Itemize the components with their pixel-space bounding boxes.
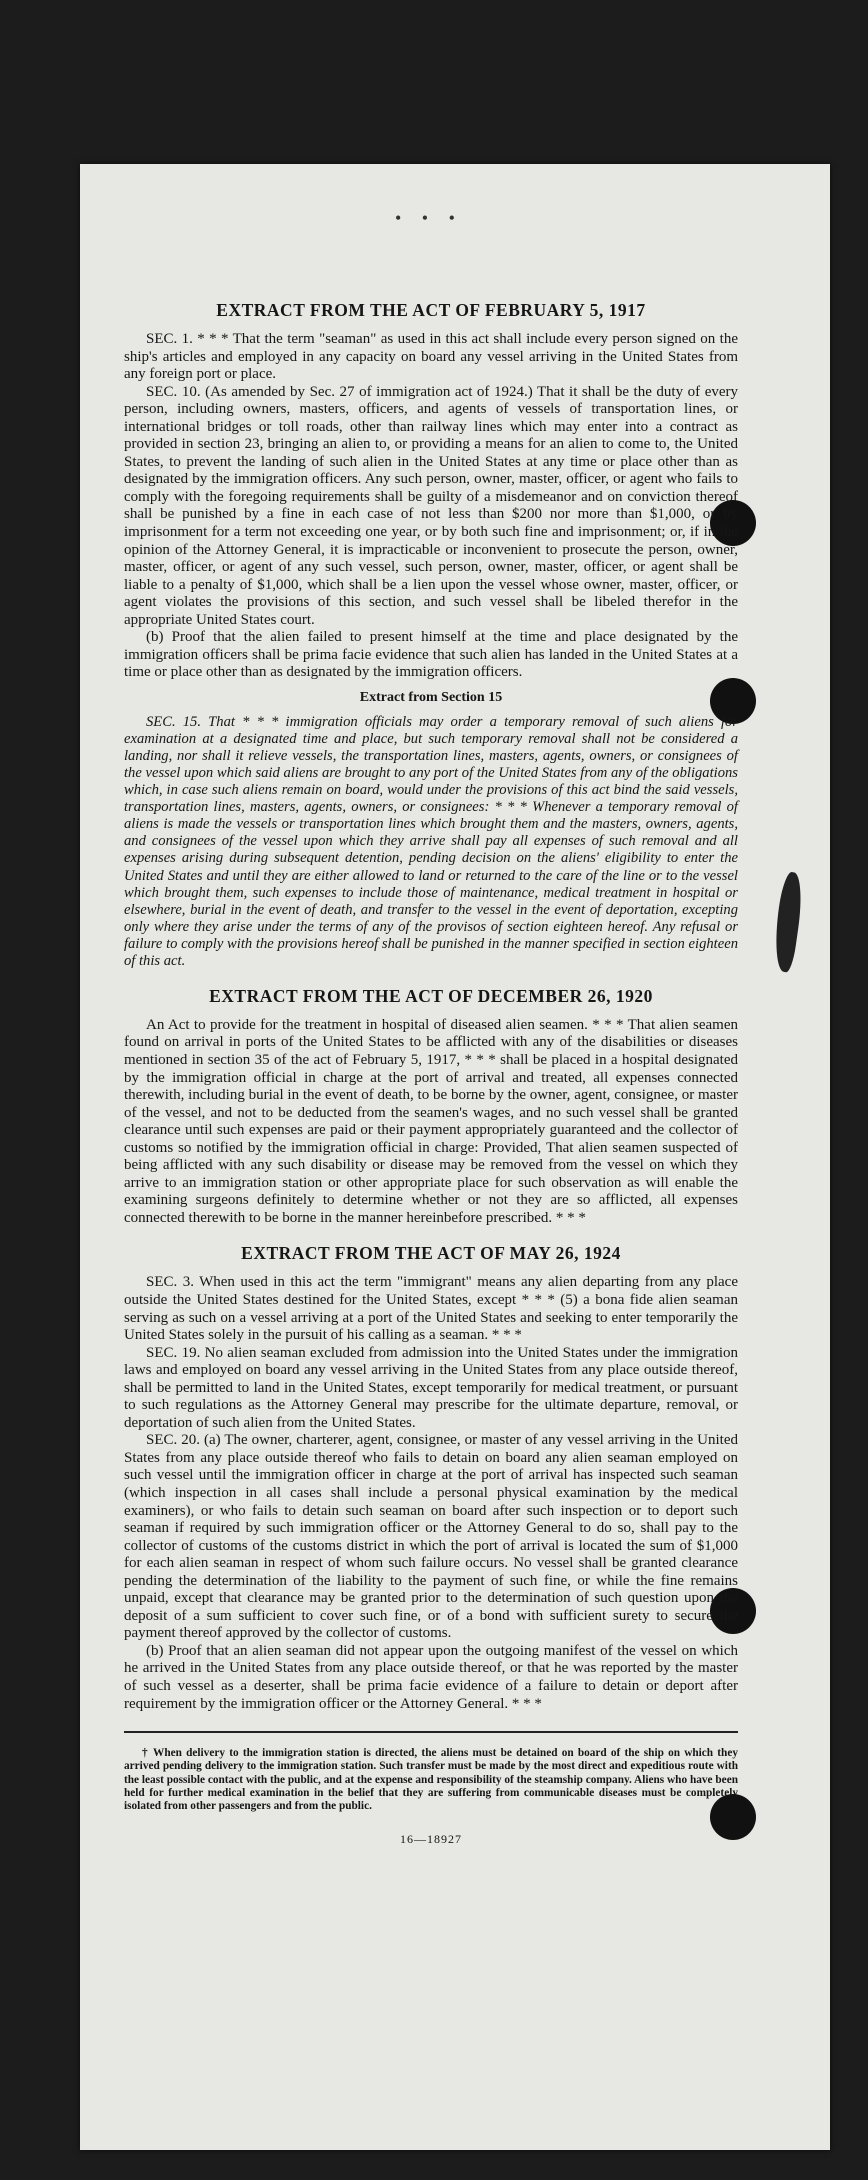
section-3: SEC. 3. When used in this act the term "immigrant" means any alien departing from any place outside the United States destined for the United States, except * * * (5) a bona fide alien seaman serving as such on a vessel arriving at a port of the United States and seeking to enter temporarily the United States solely in the pursuit of his calling as a seaman. * * *: [124, 1274, 738, 1344]
form-number: 16—18927: [400, 1831, 462, 1846]
footnote-divider: [124, 1731, 738, 1733]
section-20: SEC. 20. (a) The owner, charterer, agent, consignee, or master of any vessel arriving in the United States from any place outside thereof who fails to detain on board any alien seaman employed on such vessel until the immigration officer in charge at the port of arrival has inspected such seaman (which inspection in all cases shall include a personal physical examination by the medical examiners), or who fails to detain such seaman on board after such inspection or to deport such seaman if required by such immigration officer or the Attorney General to do so, shall pay to the collector of customs of the customs district in which the port of arrival is located the sum of $1,000 for each alien seaman in respect of whom such failure occurs. No vessel shall be granted clearance pending the determination of the liability to the payment of such fine, or while the fine remains unpaid, except that clearance may be granted prior to the determination of such question upon the deposit of a sum sufficient to cover such fine, or of a bond with sufficient surety to secure the payment thereof approved by the collector of customs.: [124, 1432, 738, 1642]
heading-section-15: Extract from Section 15: [359, 689, 503, 705]
heading-act-1924: EXTRACT FROM THE ACT OF MAY 26, 1924: [241, 1243, 621, 1264]
document-body: [124, 300, 738, 1847]
section-10b: (b) Proof that the alien failed to present himself at the time and place designated by the immigration officers shall be prima facie evidence that such alien has landed in the United States at a time or place other than as designated by the immigration officers.: [124, 629, 738, 681]
act-1920-text: An Act to provide for the treatment in hospital of diseased alien seamen. * * * That alien seamen found on arrival in ports of the United States to be afflicted with any of the disabilities or diseases mentioned in section 35 of the act of February 5, 1917, * * * shall be placed in a hospital designated by the immigration official in charge at the port of arrival and treated, all expenses connected therewith, including burial in the event of death, to be borne by the owner, agent, consignee, or master of the vessel, and not to be deducted from the seamen's wages, and no such vessel shall be granted clearance until such expenses are paid or their payment appropriately guaranteed and the collector of customs so notified by the immigration official in charge: Provided, That alien seamen suspected of being afflicted with any such disability or disease may be removed from the vessel on which they arrive to an immigration station or other appropriate place for such observation as will enable the examining surgeons definitely to determine whether or not they are so afflicted, all expenses connected therewith to be borne in the manner hereinbefore prescribed. * * *: [124, 1016, 738, 1226]
section-20b: (b) Proof that an alien seaman did not appear upon the outgoing manifest of the vessel on which he arrived in the United States from any place outside thereof, or that he was reported by the master of such vessel as a deserter, shall be prima facie evidence of a failure to detain or deport after requirement by the immigration officer or the Attorney General. * * *: [124, 1642, 738, 1712]
heading-act-1917: EXTRACT FROM THE ACT OF FEBRUARY 5, 1917: [216, 300, 646, 320]
section-19: SEC. 19. No alien seaman excluded from admission into the United States under the immigration laws and employed on board any vessel arriving in the United States from any place outside thereof, shall be permitted to land in the United States, except temporarily for medical treatment, or pursuant to such regulations as the Attorney General may prescribe for the ultimate departure, removal, or deportation of such alien from the United States.: [124, 1344, 738, 1431]
section-15: SEC. 15. That * * * immigration officials may order a temporary removal of such aliens for examination at a designated time and place, but such temporary removal shall not be considered a landing, nor shall it relieve vessels, the transportation lines, masters, agents, owners, or consignees of the vessel upon which said aliens are brought to any port of the United States from any of the obligations which, in case such aliens remain on board, would under the provisions of this act bind the said vessels, transportation lines, masters, agents, owners, or consignees: * * * Whenever a temporary removal of aliens is made the vessels or transportation lines which brought them and the masters, owners, agents, and consignees of the vessel upon which they arrive shall pay all expenses of such removal and all expenses arising during subsequent detention, pending decision on the aliens' eligibility to enter the United States and until they are either allowed to land or returned to the care of the line or to the vessel which brought them, such expenses to include those of maintenance, medical treatment in hospital or elsewhere, burial in the event of death, and transfer to the vessel in the event of deportation, excepting only where they arise under the terms of any of the provisos of section eighteen hereof. Any refusal or failure to comply with the provisions hereof shall be punished in the manner specified in section eighteen of this act.: [124, 713, 738, 969]
footnote: † When delivery to the immigration station is directed, the aliens must be detained on board of the ship on which they arrived pending delivery to the immigration station. Such transfer must be made by the most direct and expeditious route with the least possible contact with the public, and at the expense and responsibility of the steamship company. Aliens who have been held for further medical examination in the belief that they are suffering from communicable diseases must be completely isolated from other passengers and from the public.: [124, 1747, 738, 1813]
section-10: SEC. 10. (As amended by Sec. 27 of immigration act of 1924.) That it shall be the duty of every person, including owners, masters, officers, and agents of vessels of transportation lines, or international bridges or toll roads, other than railway lines which may enter into a contract as provided in section 23, bringing an alien to, or providing a means for an alien to come to, the United States, to prevent the landing of such alien in the United States at any time or place other than as designated by the immigration officers. Any such person, owner, master, officer, or agent who fails to comply with the foregoing requirements shall be guilty of a misdemeanor and on conviction thereof shall be punished by a fine in each case of not less than $200 nor more than $1,000, or by imprisonment for a term not exceeding one year, or by both such fine and imprisonment; or, if in the opinion of the Attorney General, it is impracticable or inconvenient to prosecute the person, owner, master, officer, or agent of any such vessel, such person, owner, master, officer, or agent shall be liable to a penalty of $1,000, which shall be a lien upon the vessel whose owner, master, officer, or agent violates the provisions of this section, and such vessel shall be libeled therefor in the appropriate United States court.: [124, 383, 738, 628]
heading-act-1920: EXTRACT FROM THE ACT OF DECEMBER 26, 1920: [209, 985, 653, 1006]
section-1: SEC. 1. * * * That the term "seaman" as used in this act shall include every person signed on the ship's articles and employed in any capacity on board any vessel arriving in the United States from any foreign port or place.: [124, 331, 738, 383]
top-marks: • • •: [395, 208, 463, 228]
